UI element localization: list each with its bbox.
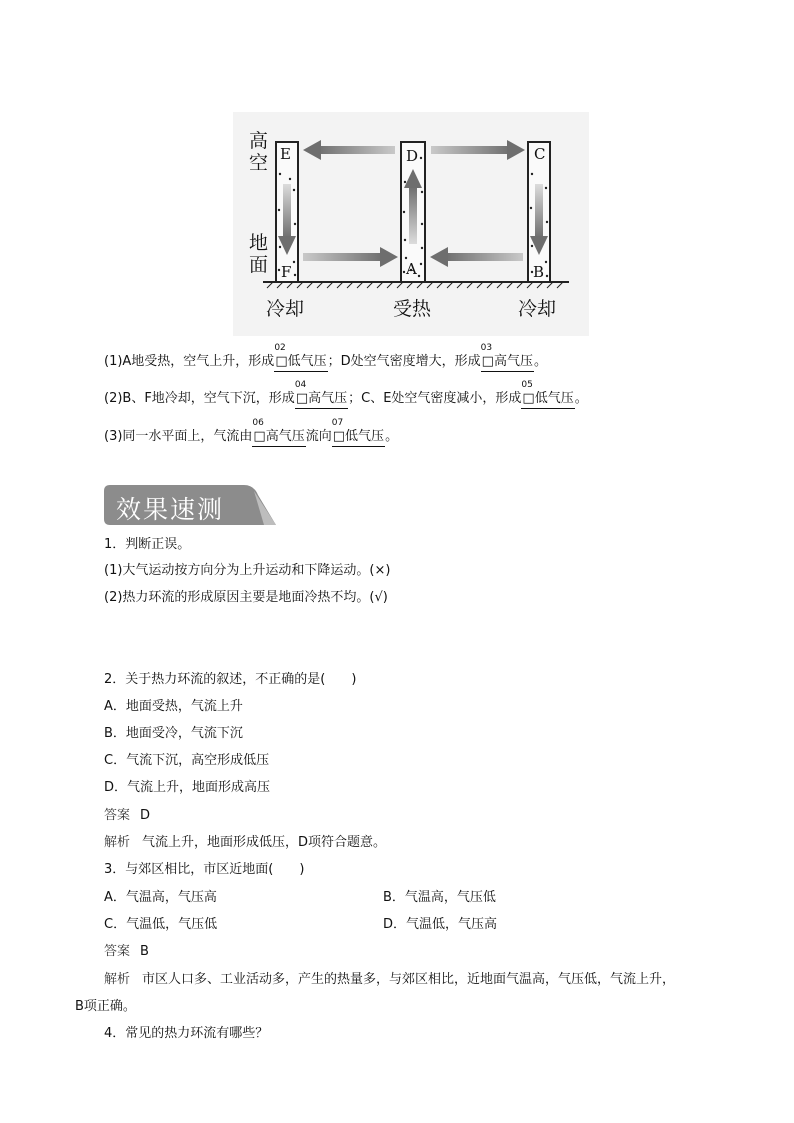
q3-analysis-line-1: 解析 市区人口多、工业活动多，产生的热量多，与郊区相比，近地面气温高，气压低，气流上升， bbox=[104, 972, 676, 987]
q2-option-b: B．地面受冷，气流下沉 bbox=[104, 726, 243, 741]
point-F: F bbox=[281, 263, 292, 281]
fill-in-2-mid: ；C、E处空气密度减小，形成 bbox=[348, 391, 522, 406]
fill-in-line-2: (2)B、F地冷却，空气下沉，形成 04 □高气压；C、E处空气密度减小，形成 05 □低气压。 bbox=[104, 390, 588, 409]
label-heating-middle: 受热 bbox=[393, 298, 432, 320]
arrow-top-left bbox=[303, 140, 395, 160]
q3-option-a: A．气温高，气压高 bbox=[104, 890, 217, 905]
fill-in-3-mid: 流向 bbox=[305, 429, 332, 444]
q3-option-c: C．气温低，气压低 bbox=[104, 917, 218, 932]
point-A: A bbox=[406, 260, 417, 278]
label-high-altitude: 高空 bbox=[249, 130, 269, 174]
fill-in-3-blank-2: 07 □低气压 bbox=[332, 428, 385, 447]
fill-in-1-blank-2: 03 □高气压 bbox=[481, 353, 534, 372]
arrow-bottom-left bbox=[303, 247, 398, 267]
q3-title: 3．与郊区相比，市区近地面( ) bbox=[104, 862, 305, 877]
label-cooling-right: 冷却 bbox=[518, 298, 557, 320]
q3-analysis-line-2: B项正确。 bbox=[75, 999, 136, 1014]
fill-in-3-prefix: (3)同一水平面上，气流由 bbox=[104, 429, 253, 444]
q2-analysis: 解析 气流上升，地面形成低压，D项符合题意。 bbox=[104, 835, 387, 850]
arrow-top-right bbox=[431, 140, 525, 160]
q1-statement-b: (2)热力环流的形成原因主要是地面冷热不均。(√) bbox=[104, 590, 388, 605]
fill-in-2-blank-2: 05 □低气压 bbox=[521, 390, 574, 409]
q1-statement-a: (1)大气运动按方向分为上升运动和下降运动。(×) bbox=[104, 563, 391, 578]
q3-answer: 答案 B bbox=[104, 944, 149, 959]
fill-in-2-prefix: (2)B、F地冷却，空气下沉，形成 bbox=[104, 391, 295, 406]
fill-in-line-1: (1)A地受热，空气上升，形成 02 □低气压；D处空气密度增大，形成 03 □高气压。 bbox=[104, 353, 547, 372]
q3-option-d: D．气温低，气压高 bbox=[383, 917, 498, 932]
fill-in-line-3: (3)同一水平面上，气流由 06 □高气压流向 07 □低气压。 bbox=[104, 428, 398, 447]
fill-in-2-blank-1: 04 □高气压 bbox=[295, 390, 348, 409]
q2-option-d: D．气流上升，地面形成高压 bbox=[104, 780, 271, 795]
point-E: E bbox=[280, 145, 291, 163]
label-ground: 地面 bbox=[249, 232, 269, 276]
q4-title: 4．常见的热力环流有哪些？ bbox=[104, 1026, 269, 1041]
thermal-circulation-diagram bbox=[233, 112, 589, 336]
q3-option-b: B．气温高，气压低 bbox=[383, 890, 496, 905]
q1-title: 1．判断正误。 bbox=[104, 537, 191, 552]
q2-option-c: C．气流下沉，高空形成低压 bbox=[104, 753, 270, 768]
ground-hatch bbox=[263, 282, 569, 288]
arrow-bottom-right bbox=[430, 247, 523, 267]
fill-in-3-blank-1: 06 □高气压 bbox=[252, 428, 305, 447]
q2-title: 2．关于热力环流的叙述，不正确的是( ) bbox=[104, 672, 357, 687]
section-title: 效果速测 bbox=[116, 495, 225, 524]
point-B: B bbox=[533, 263, 545, 281]
q2-option-a: A．地面受热，气流上升 bbox=[104, 699, 243, 714]
point-D: D bbox=[406, 147, 419, 165]
fill-in-1-mid: ；D处空气密度增大，形成 bbox=[327, 354, 481, 369]
q2-answer: 答案 D bbox=[104, 808, 151, 823]
label-cooling-left: 冷却 bbox=[266, 298, 305, 320]
point-C: C bbox=[534, 145, 546, 163]
fill-in-1-prefix: (1)A地受热，空气上升，形成 bbox=[104, 354, 275, 369]
fill-in-1-blank-1: 02 □低气压 bbox=[274, 353, 327, 372]
